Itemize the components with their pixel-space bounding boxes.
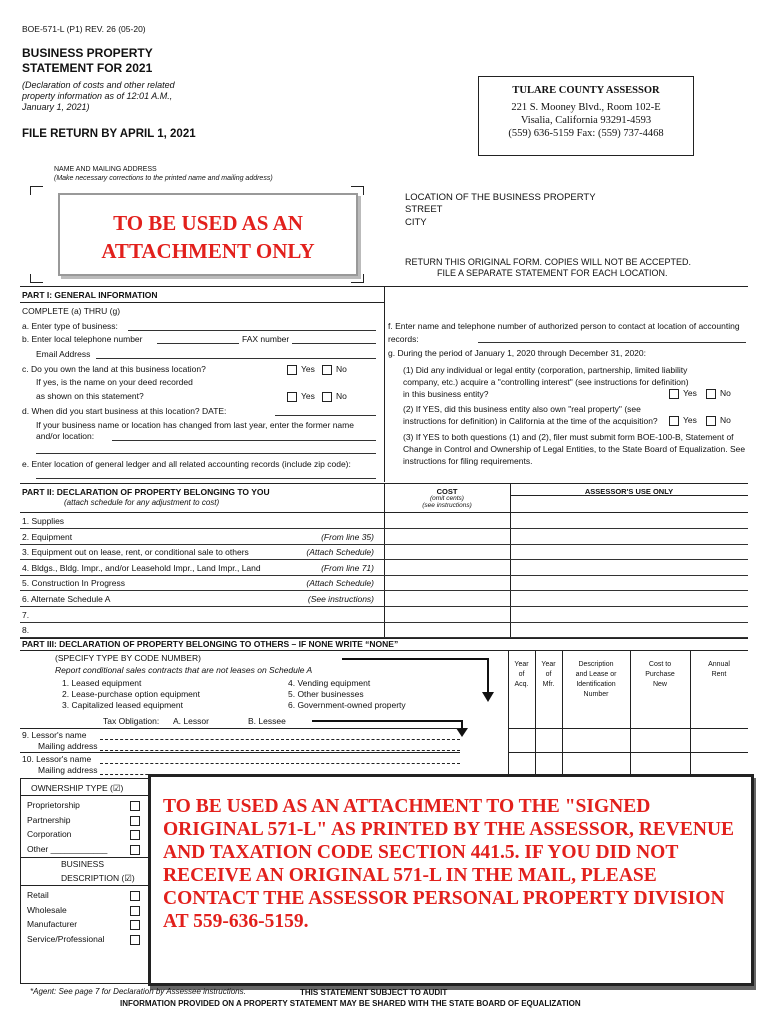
- cost-note2: (see instructions): [422, 502, 472, 509]
- location-city: CITY: [405, 217, 427, 228]
- tax-lessee-label: B. Lessee: [248, 716, 286, 726]
- arrow-icon: [340, 650, 500, 704]
- checkbox-icon[interactable]: [130, 801, 140, 811]
- checkbox-icon[interactable]: [287, 365, 297, 375]
- code-item: 1. Leased equipment: [62, 678, 142, 688]
- part2-row-label: 7.: [22, 609, 30, 620]
- deed-question: If yes, is the name on your deed recorded: [36, 377, 193, 387]
- control-interest-yes[interactable]: [669, 388, 697, 399]
- col-header-text: of: [518, 671, 525, 678]
- part2-row-note: (See instructions): [307, 594, 374, 604]
- part2-row-label: 3. Equipment out on lease, rent, or conditional sale to others: [22, 547, 249, 558]
- divider: [510, 495, 748, 496]
- deed-no[interactable]: [322, 391, 347, 402]
- no-label: No: [720, 388, 731, 398]
- part2-cost-cell[interactable]: [386, 591, 510, 605]
- file-return-deadline: FILE RETURN BY APRIL 1, 2021: [22, 128, 196, 140]
- col-description: [562, 660, 630, 700]
- code-item: 2. Lease-purchase option equipment: [62, 689, 200, 699]
- col-cost-new: [630, 660, 690, 690]
- yes-label: Yes: [683, 388, 697, 398]
- description-label: DESCRIPTION (☑): [61, 873, 135, 883]
- lessor-address-9-field[interactable]: [100, 750, 460, 751]
- business-item-label: Retail: [27, 890, 49, 900]
- mailing-note: (Make necessary corrections to the printed name and mailing address): [54, 175, 273, 182]
- part2-row-label: 5. Construction In Progress: [22, 578, 125, 589]
- checkbox-icon[interactable]: [706, 416, 716, 426]
- part1-heading: PART I: GENERAL INFORMATION: [22, 290, 158, 300]
- former-name-field2[interactable]: [36, 453, 376, 454]
- business-item-label: Manufacturer: [27, 919, 78, 929]
- ownership-item-label: Other ____________: [27, 843, 108, 854]
- ownership-panel: [20, 778, 150, 984]
- part1-complete: COMPLETE (a) THRU (g): [22, 306, 121, 316]
- col-header-text: Identification: [576, 681, 616, 688]
- audit-note: THIS STATEMENT SUBJECT TO AUDIT: [300, 988, 448, 997]
- col-header-text: Rent: [711, 671, 727, 678]
- email-label: Email Address: [36, 349, 91, 359]
- assessor-name: TULARE COUNTY ASSESSOR: [512, 85, 660, 96]
- tax-obligation-label: Tax Obligation:: [103, 716, 160, 726]
- code-item: 5. Other businesses: [288, 689, 364, 699]
- code-item: 4. Vending equipment: [288, 678, 371, 688]
- lessor-address-9: Mailing address: [38, 741, 98, 751]
- attachment-notice-box: [148, 774, 754, 986]
- col-year-acq: [508, 660, 535, 690]
- part2-row-note: (Attach Schedule): [306, 547, 374, 558]
- divider: [384, 286, 385, 482]
- fax-field[interactable]: [292, 343, 376, 344]
- assessor-address1: 221 S. Mooney Blvd., Room 102-E: [511, 102, 661, 113]
- part2-row: [20, 622, 748, 638]
- divider: [20, 728, 460, 729]
- checkbox-icon[interactable]: [130, 935, 140, 945]
- real-property-no[interactable]: [706, 415, 731, 426]
- business-item-label: Wholesale: [27, 904, 67, 915]
- checkbox-icon[interactable]: [322, 365, 332, 375]
- report-note: Report conditional sales contracts that are not leases on Schedule A: [55, 665, 313, 675]
- yes-label: Yes: [301, 364, 315, 374]
- return-notice2: FILE A SEPARATE STATEMENT FOR EACH LOCATION.: [437, 268, 668, 278]
- contact-person-label: f. Enter name and telephone number of authorized person to contact at location of accounting records:: [388, 321, 740, 344]
- part2-sub: (attach schedule for any adjustment to cost): [64, 498, 220, 507]
- part2-cost-cell[interactable]: [386, 544, 510, 558]
- form-title-line2: STATEMENT FOR 2021: [22, 61, 153, 75]
- control-interest-question: (1) Did any individual or legal entity (corporation, partnership, limited liability company, etc.) acquire a "controlling interest" (see instructions for definition) in this business entity?: [403, 365, 689, 399]
- col-header-text: Annual: [708, 661, 730, 668]
- ownership-item-label: Proprietorship: [27, 800, 80, 810]
- part3-heading: PART III: DECLARATION OF PROPERTY BELONGING TO OTHERS – IF NONE WRITE “NONE”: [22, 639, 399, 649]
- stamp-line2: ATTACHMENT ONLY: [101, 239, 315, 263]
- ownership-label: OWNERSHIP TYPE (☑): [31, 783, 124, 793]
- divider: [21, 857, 149, 858]
- col-header-text: Year: [541, 661, 556, 668]
- own-land-yes[interactable]: [287, 364, 315, 375]
- contact-person-field[interactable]: [478, 342, 746, 343]
- yes-label: Yes: [301, 391, 315, 401]
- part2-row: [20, 607, 748, 623]
- email-field[interactable]: [96, 358, 376, 359]
- boe-100b-note: (3) If YES to both questions (1) and (2), filer must submit form BOE-100-B, Statement of Change in Control and Ownership of Legal Entities, to the State Board of Equalization. See instructions for filing requirements.: [403, 432, 746, 466]
- checkbox-icon[interactable]: [130, 891, 140, 901]
- lessor-name-9: 9. Lessor's name: [22, 730, 87, 740]
- part2-cost-cell[interactable]: [386, 513, 510, 527]
- business-type-label: a. Enter type of business:: [22, 321, 118, 331]
- divider: [20, 983, 748, 984]
- part2-row-label: 1. Supplies: [22, 516, 65, 526]
- part2-row: [20, 575, 748, 591]
- ledger-location-label: e. Enter location of general ledger and all related accounting records (include zip code):: [22, 459, 351, 469]
- divider: [21, 795, 149, 796]
- location-label: LOCATION OF THE BUSINESS PROPERTY: [405, 192, 596, 203]
- real-property-yes[interactable]: [669, 415, 697, 426]
- assessor-box: [478, 76, 694, 156]
- col-header-text: and Lease or: [575, 671, 617, 678]
- control-interest-no[interactable]: [706, 388, 731, 399]
- col-header-text: Description: [578, 661, 614, 668]
- business-label: BUSINESS: [61, 859, 104, 869]
- return-notice1: RETURN THIS ORIGINAL FORM. COPIES WILL NOT BE ACCEPTED.: [405, 257, 692, 267]
- code-item: 3. Capitalized leased equipment: [62, 700, 183, 710]
- col-header-text: Cost to: [648, 661, 672, 668]
- col-year-mfr: [535, 660, 562, 690]
- period-label: g. During the period of January 1, 2020 through December 31, 2020:: [388, 348, 647, 358]
- divider: [508, 752, 748, 753]
- own-land-no[interactable]: [322, 364, 347, 375]
- telephone-label: b. Enter local telephone number: [22, 334, 143, 344]
- ownership-item-label: Corporation: [27, 829, 72, 839]
- checkbox-icon[interactable]: [287, 392, 297, 402]
- part2-row: [20, 513, 748, 529]
- codes-left: [62, 678, 200, 711]
- location-street: STREET: [405, 204, 443, 215]
- share-note: INFORMATION PROVIDED ON A PROPERTY STATEMENT MAY BE SHARED WITH THE STATE BOARD OF EQUALIZATION: [120, 999, 581, 1008]
- part2-row-label: 2. Equipment: [22, 531, 73, 542]
- own-land-question: c. Do you own the land at this business location?: [22, 364, 206, 374]
- part2-row-note: (From line 71): [321, 562, 374, 573]
- arrow-icon: [310, 712, 470, 738]
- attachment-stamp: [58, 193, 358, 276]
- agent-note: *Agent: See page 7 for Declaration by Assessee instructions.: [30, 987, 246, 996]
- assessor-use-header: ASSESSOR'S USE ONLY: [584, 487, 674, 496]
- part2-row-note: (Attach Schedule): [306, 578, 374, 589]
- part2-row-note: (From line 35): [321, 531, 374, 542]
- checkbox-icon[interactable]: [322, 392, 332, 402]
- business-type-field[interactable]: [128, 330, 376, 331]
- code-item: 6. Government-owned property: [288, 700, 406, 710]
- part2-cost-cell[interactable]: [386, 560, 510, 574]
- deed-question2: as shown on this statement?: [36, 391, 144, 401]
- assessor-address2: Visalia, California 93291-4593: [520, 115, 652, 126]
- col-header-text: Purchase: [645, 671, 675, 678]
- fax-label: FAX number: [242, 334, 290, 344]
- col-header-text: Acq.: [514, 681, 529, 688]
- col-header-text: Number: [583, 691, 609, 698]
- form-id: BOE-571-L (P1) REV. 26 (05-20): [22, 24, 146, 34]
- col-annual-rent: [690, 660, 748, 680]
- col-header-text: Year: [514, 661, 529, 668]
- ownership-item-label: Partnership: [27, 814, 71, 825]
- divider: [21, 885, 149, 886]
- divider: [508, 728, 748, 729]
- former-name-field[interactable]: [112, 440, 376, 441]
- tax-lessor-label: A. Lessor: [173, 716, 209, 726]
- part2-row: [20, 529, 748, 545]
- deed-yes[interactable]: [287, 391, 315, 402]
- part2-row: [20, 544, 748, 560]
- specify-type: (SPECIFY TYPE BY CODE NUMBER): [55, 653, 201, 663]
- checkbox-icon[interactable]: [130, 816, 140, 826]
- part2-cost-cell[interactable]: [386, 529, 510, 543]
- part2-row: [20, 560, 748, 576]
- yes-label: Yes: [683, 415, 697, 425]
- start-date-label: d. When did you start business at this location? DATE:: [22, 406, 227, 416]
- telephone-field[interactable]: [157, 343, 239, 344]
- checkbox-icon[interactable]: [130, 845, 140, 855]
- ledger-location-field[interactable]: [36, 478, 376, 479]
- part2-cost-cell[interactable]: [386, 607, 510, 621]
- lessor-name-10-field[interactable]: [100, 763, 460, 764]
- checkbox-icon[interactable]: [130, 906, 140, 916]
- divider: [20, 302, 384, 303]
- bracket-bottom-left: [30, 274, 43, 283]
- checkbox-icon[interactable]: [669, 389, 679, 399]
- no-label: No: [336, 391, 347, 401]
- col-header-text: New: [652, 681, 667, 688]
- form-title-line1: BUSINESS PROPERTY: [22, 46, 153, 60]
- part2-cost-cell[interactable]: [386, 622, 510, 636]
- divider: [20, 752, 460, 753]
- business-item-label: Service/Professional: [27, 933, 105, 944]
- start-date-field[interactable]: [275, 415, 376, 416]
- part2-cost-cell[interactable]: [386, 575, 510, 589]
- col-header-text: of: [545, 671, 552, 678]
- lessor-address-10: Mailing address: [38, 765, 98, 775]
- part2-heading: PART II: DECLARATION OF PROPERTY BELONGING TO YOU: [22, 487, 270, 497]
- checkbox-icon[interactable]: [706, 389, 716, 399]
- checkbox-icon[interactable]: [130, 830, 140, 840]
- checkbox-icon[interactable]: [130, 920, 140, 930]
- part2-row-label: 6. Alternate Schedule A: [22, 594, 111, 604]
- no-label: No: [720, 415, 731, 425]
- part2-row-label: 4. Bldgs., Bldg. Impr., and/or Leasehold Impr., Land Impr., Land: [22, 562, 261, 573]
- checkbox-icon[interactable]: [669, 416, 679, 426]
- stamp-line1: TO BE USED AS AN: [113, 211, 303, 235]
- cost-note1: (omit cents): [430, 495, 464, 502]
- form-subtitle: (Declaration of costs and other related property information as of 12:01 A.M., January 1, 2021): [22, 80, 175, 112]
- assessor-phone: (559) 636-5159 Fax: (559) 737-4468: [508, 128, 664, 139]
- no-label: No: [336, 364, 347, 374]
- part2-row-label: 8.: [22, 625, 30, 636]
- attachment-notice-text: TO BE USED AS AN ATTACHMENT TO THE "SIGNED ORIGINAL 571-L" AS PRINTED BY THE ASSESSOR, REVENUE AND TAXATION CODE SECTION 441.5. IF YOU DID NOT RECEIVE AN ORIGINAL 571-L IN THE MAIL, PLEASE CONTACT THE ASSESSOR PERSONAL PROPERTY DIVISION AT 559-636-5159.: [163, 796, 735, 932]
- mailing-label: NAME AND MAILING ADDRESS: [54, 166, 157, 173]
- cost-header: COST: [436, 487, 458, 496]
- lessor-name-10: 10. Lessor's name: [22, 754, 92, 764]
- real-property-question: (2) If YES, did this business entity also own "real property" (see instructions for definition) in California at the time of the acquisition?: [403, 404, 658, 426]
- bracket-top-left: [30, 186, 43, 195]
- lessor-name-9-field[interactable]: [100, 739, 460, 740]
- former-name-label: If your business name or location has changed from last year, enter the former name and/or location:: [36, 420, 354, 441]
- col-header-text: Mfr.: [542, 681, 555, 688]
- part2-row: [20, 591, 748, 607]
